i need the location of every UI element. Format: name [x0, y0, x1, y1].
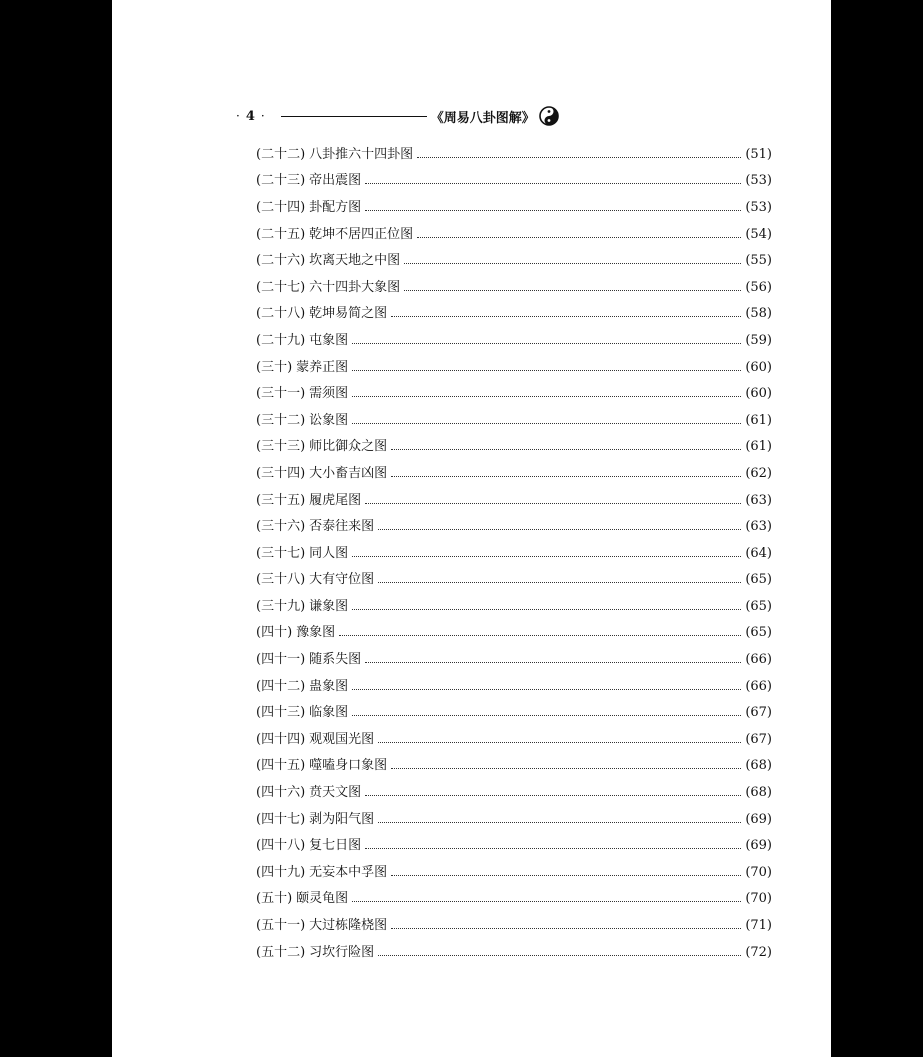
toc-entry	[256, 726, 772, 753]
toc-entry	[256, 327, 772, 354]
toc-entry	[256, 434, 772, 461]
toc-leader-dots	[352, 423, 741, 424]
toc-entry-title: 贲天文图	[309, 785, 362, 801]
toc-entry	[256, 859, 772, 886]
toc-entry-page: (58)	[745, 306, 772, 322]
toc-entry-number: (四十一)	[256, 652, 306, 668]
toc-entry-number: (三十)	[256, 359, 293, 375]
toc-leader-dots	[365, 210, 741, 211]
toc-entry-number: (二十二)	[256, 146, 306, 162]
toc-entry-title: 同人图	[309, 545, 349, 561]
toc-entry-page: (70)	[745, 891, 772, 907]
toc-entry-title: 乾坤不居四正位图	[309, 226, 414, 242]
toc-entry-title: 屯象图	[309, 332, 349, 348]
toc-entry-title: 卦配方图	[309, 199, 362, 215]
toc-entry-page: (67)	[745, 705, 772, 721]
toc-entry	[256, 168, 772, 195]
toc-entry	[256, 194, 772, 221]
toc-leader-dots	[378, 582, 741, 583]
toc-leader-dots	[352, 370, 741, 371]
toc-entry-title: 需须图	[309, 386, 349, 402]
toc-entry-page: (63)	[745, 492, 772, 508]
toc-leader-dots	[417, 237, 741, 238]
toc-entry-page: (65)	[745, 598, 772, 614]
book-page	[112, 0, 831, 1057]
table-of-contents	[256, 141, 772, 965]
toc-entry-page: (69)	[745, 811, 772, 827]
toc-entry-title: 观观国光图	[309, 731, 375, 747]
toc-entry-title: 豫象图	[296, 625, 336, 641]
toc-leader-dots	[391, 476, 741, 477]
toc-leader-dots	[391, 316, 741, 317]
toc-entry-number: (二十四)	[256, 199, 306, 215]
toc-entry-title: 八卦推六十四卦图	[309, 146, 414, 162]
toc-leader-dots	[352, 343, 741, 344]
toc-entry-page: (53)	[745, 199, 772, 215]
toc-entry-number: (四十二)	[256, 678, 306, 694]
toc-entry-number: (四十九)	[256, 864, 306, 880]
toc-entry-page: (68)	[745, 785, 772, 801]
toc-entry-title: 蒙养正图	[296, 359, 349, 375]
toc-leader-dots	[378, 529, 741, 530]
toc-leader-dots	[391, 875, 741, 876]
toc-entry	[256, 806, 772, 833]
toc-leader-dots	[365, 183, 741, 184]
toc-entry-number: (三十六)	[256, 519, 306, 535]
toc-entry-page: (64)	[745, 545, 772, 561]
toc-leader-dots	[404, 290, 741, 291]
book-title: 《周易八卦图解》	[430, 110, 535, 126]
toc-entry-number: (三十八)	[256, 572, 306, 588]
toc-entry-number: (二十三)	[256, 173, 306, 189]
toc-entry-title: 无妄本中孚图	[309, 864, 388, 880]
toc-entry	[256, 753, 772, 780]
toc-entry-number: (三十七)	[256, 545, 306, 561]
toc-entry-title: 蛊象图	[309, 678, 349, 694]
toc-entry-page: (60)	[745, 359, 772, 375]
toc-entry-number: (四十七)	[256, 811, 306, 827]
running-header	[230, 104, 710, 128]
header-rule	[281, 116, 427, 117]
toc-leader-dots	[365, 795, 741, 796]
toc-leader-dots	[404, 263, 741, 264]
toc-entry-page: (70)	[745, 864, 772, 880]
toc-entry-page: (69)	[745, 838, 772, 854]
toc-entry	[256, 620, 772, 647]
toc-entry-page: (62)	[745, 465, 772, 481]
toc-entry-page: (66)	[745, 678, 772, 694]
toc-entry	[256, 487, 772, 514]
toc-entry-title: 大过栋隆桡图	[309, 918, 388, 934]
toc-entry-number: (二十五)	[256, 226, 306, 242]
toc-entry-number: (四十四)	[256, 731, 306, 747]
toc-leader-dots	[352, 715, 741, 716]
toc-entry-number: (三十一)	[256, 386, 306, 402]
toc-entry-number: (四十三)	[256, 705, 306, 721]
toc-entry-page: (61)	[745, 439, 772, 455]
toc-leader-dots	[352, 609, 741, 610]
toc-entry	[256, 301, 772, 328]
taiji-icon	[539, 106, 559, 126]
toc-entry-number: (四十五)	[256, 758, 306, 774]
toc-entry	[256, 593, 772, 620]
toc-leader-dots	[378, 822, 741, 823]
toc-entry-title: 讼象图	[309, 412, 349, 428]
toc-entry-title: 师比御众之图	[309, 439, 388, 455]
toc-leader-dots	[352, 396, 741, 397]
toc-entry-page: (53)	[745, 173, 772, 189]
toc-entry-number: (四十)	[256, 625, 293, 641]
toc-entry	[256, 141, 772, 168]
toc-entry	[256, 567, 772, 594]
toc-entry	[256, 673, 772, 700]
toc-entry-number: (三十三)	[256, 439, 306, 455]
toc-entry	[256, 274, 772, 301]
toc-entry-page: (60)	[745, 386, 772, 402]
toc-entry-number: (五十)	[256, 891, 293, 907]
toc-leader-dots	[378, 742, 741, 743]
toc-leader-dots	[339, 635, 741, 636]
toc-entry-number: (二十七)	[256, 279, 306, 295]
toc-entry-title: 颐灵龟图	[296, 891, 349, 907]
header-bullet-left: ·	[236, 109, 240, 123]
toc-entry-page: (55)	[745, 253, 772, 269]
toc-entry	[256, 939, 772, 966]
toc-entry-page: (65)	[745, 572, 772, 588]
toc-entry-page: (71)	[745, 918, 772, 934]
toc-leader-dots	[391, 768, 741, 769]
toc-entry	[256, 460, 772, 487]
toc-entry	[256, 832, 772, 859]
toc-entry-page: (66)	[745, 652, 772, 668]
toc-entry-title: 习坎行险图	[309, 944, 375, 960]
toc-entry-number: (五十二)	[256, 944, 306, 960]
toc-entry-number: (二十九)	[256, 332, 306, 348]
toc-entry-page: (51)	[745, 146, 772, 162]
toc-leader-dots	[352, 556, 741, 557]
toc-leader-dots	[417, 157, 741, 158]
toc-entry	[256, 247, 772, 274]
toc-entry-number: (三十五)	[256, 492, 306, 508]
toc-entry-number: (二十八)	[256, 306, 306, 322]
toc-entry-title: 乾坤易简之图	[309, 306, 388, 322]
toc-leader-dots	[365, 503, 741, 504]
toc-entry-page: (59)	[745, 332, 772, 348]
toc-leader-dots	[378, 955, 741, 956]
toc-entry	[256, 886, 772, 913]
toc-entry-page: (63)	[745, 519, 772, 535]
toc-entry-title: 帝出震图	[309, 173, 362, 189]
toc-entry	[256, 380, 772, 407]
toc-leader-dots	[352, 689, 741, 690]
toc-entry	[256, 354, 772, 381]
toc-entry	[256, 513, 772, 540]
toc-entry-number: (四十八)	[256, 838, 306, 854]
toc-entry-title: 复七日图	[309, 838, 362, 854]
toc-entry-page: (56)	[745, 279, 772, 295]
toc-entry-title: 大小畜吉凶图	[309, 465, 388, 481]
toc-entry-title: 剥为阳气图	[309, 811, 375, 827]
toc-entry-number: (五十一)	[256, 918, 306, 934]
toc-entry-page: (67)	[745, 731, 772, 747]
toc-leader-dots	[391, 449, 741, 450]
toc-entry-number: (三十二)	[256, 412, 306, 428]
toc-entry-page: (72)	[745, 944, 772, 960]
toc-entry-title: 临象图	[309, 705, 349, 721]
toc-entry	[256, 646, 772, 673]
toc-leader-dots	[352, 901, 741, 902]
toc-entry-number: (三十四)	[256, 465, 306, 481]
toc-entry-page: (61)	[745, 412, 772, 428]
toc-entry-title: 否泰往来图	[309, 519, 375, 535]
toc-entry-title: 随系失图	[309, 652, 362, 668]
page-number: 4	[245, 108, 255, 124]
toc-leader-dots	[391, 928, 741, 929]
toc-entry	[256, 407, 772, 434]
toc-entry-number: (二十六)	[256, 253, 306, 269]
toc-entry-number: (三十九)	[256, 598, 306, 614]
toc-leader-dots	[365, 848, 741, 849]
toc-entry-page: (68)	[745, 758, 772, 774]
toc-entry	[256, 779, 772, 806]
toc-entry-title: 谦象图	[309, 598, 349, 614]
toc-entry	[256, 540, 772, 567]
toc-entry-title: 履虎尾图	[309, 492, 362, 508]
toc-entry-title: 六十四卦大象图	[309, 279, 401, 295]
toc-entry-page: (54)	[745, 226, 772, 242]
toc-entry-title: 噬嗑身口象图	[309, 758, 388, 774]
toc-entry	[256, 912, 772, 939]
toc-leader-dots	[365, 662, 741, 663]
toc-entry-title: 坎离天地之中图	[309, 253, 401, 269]
toc-entry-number: (四十六)	[256, 785, 306, 801]
toc-entry-title: 大有守位图	[309, 572, 375, 588]
toc-entry	[256, 699, 772, 726]
header-bullet-right: ·	[260, 109, 265, 123]
toc-entry-page: (65)	[745, 625, 772, 641]
toc-entry	[256, 221, 772, 248]
